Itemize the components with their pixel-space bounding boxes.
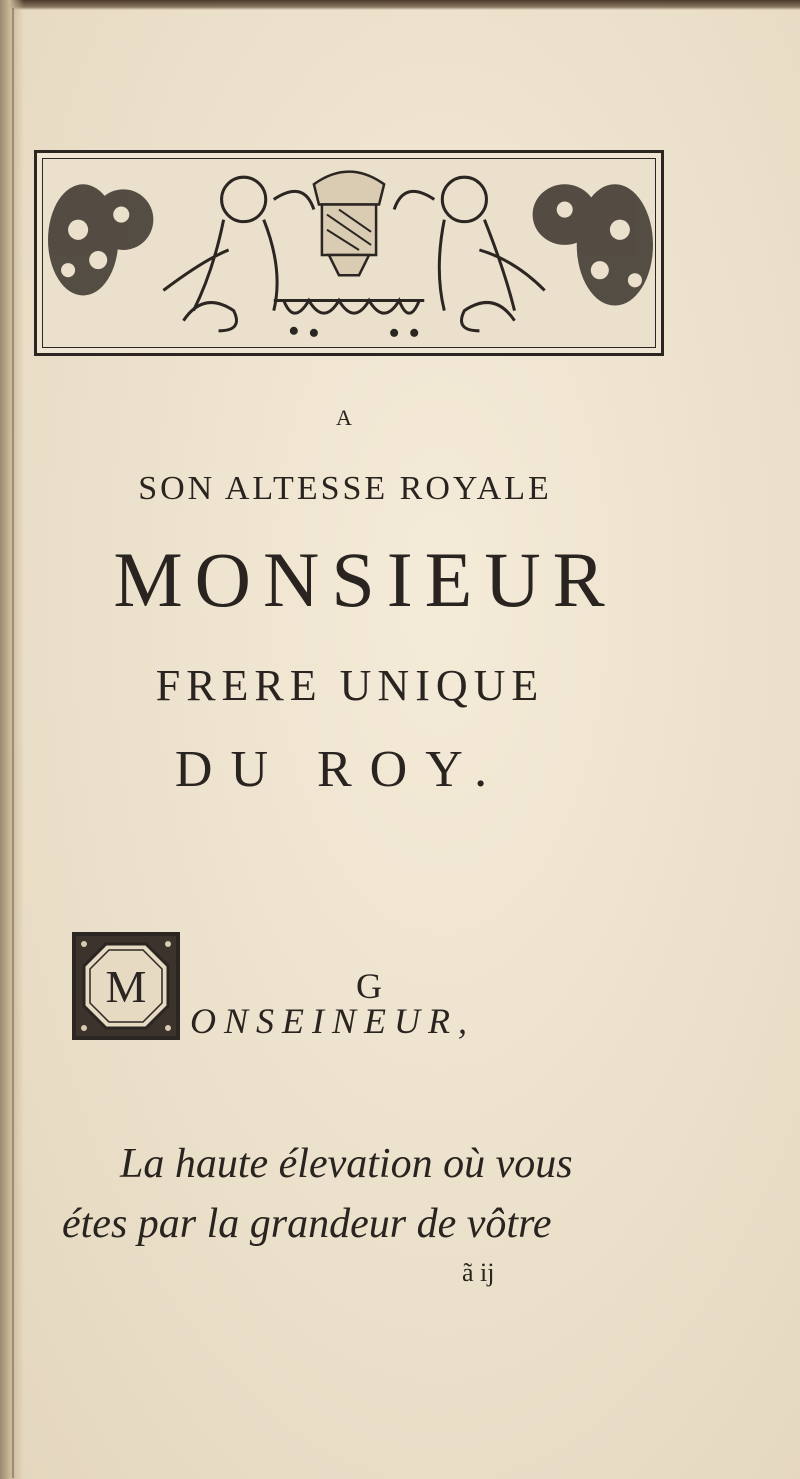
headpiece-inner-frame xyxy=(42,158,656,348)
dedication-a: A xyxy=(336,405,354,430)
salutation: ONSEINEUR, xyxy=(190,1001,475,1041)
page-top-edge xyxy=(0,0,800,10)
body-text-line-2: étes par la grandeur de vôtre xyxy=(62,1201,552,1247)
dedication-line-monsieur: MONSIEUR xyxy=(113,536,617,623)
dedication-line-son-altesse-royale: SON ALTESSE ROYALE xyxy=(138,470,552,507)
body-text-line-1: La haute élevation où vous xyxy=(120,1141,573,1187)
initial-letter: M xyxy=(105,960,147,1012)
woodcut-headpiece xyxy=(34,150,664,356)
salutation-correction-mark: G xyxy=(356,966,382,1006)
decorated-initial xyxy=(72,932,180,1040)
dedication-line-du-roy: DU ROY. xyxy=(174,741,506,798)
dedication-line-frere-unique: FRERE UNIQUE xyxy=(155,661,545,710)
headpiece-ornament-illustration xyxy=(43,159,655,347)
signature-mark: ã ij xyxy=(462,1258,495,1287)
